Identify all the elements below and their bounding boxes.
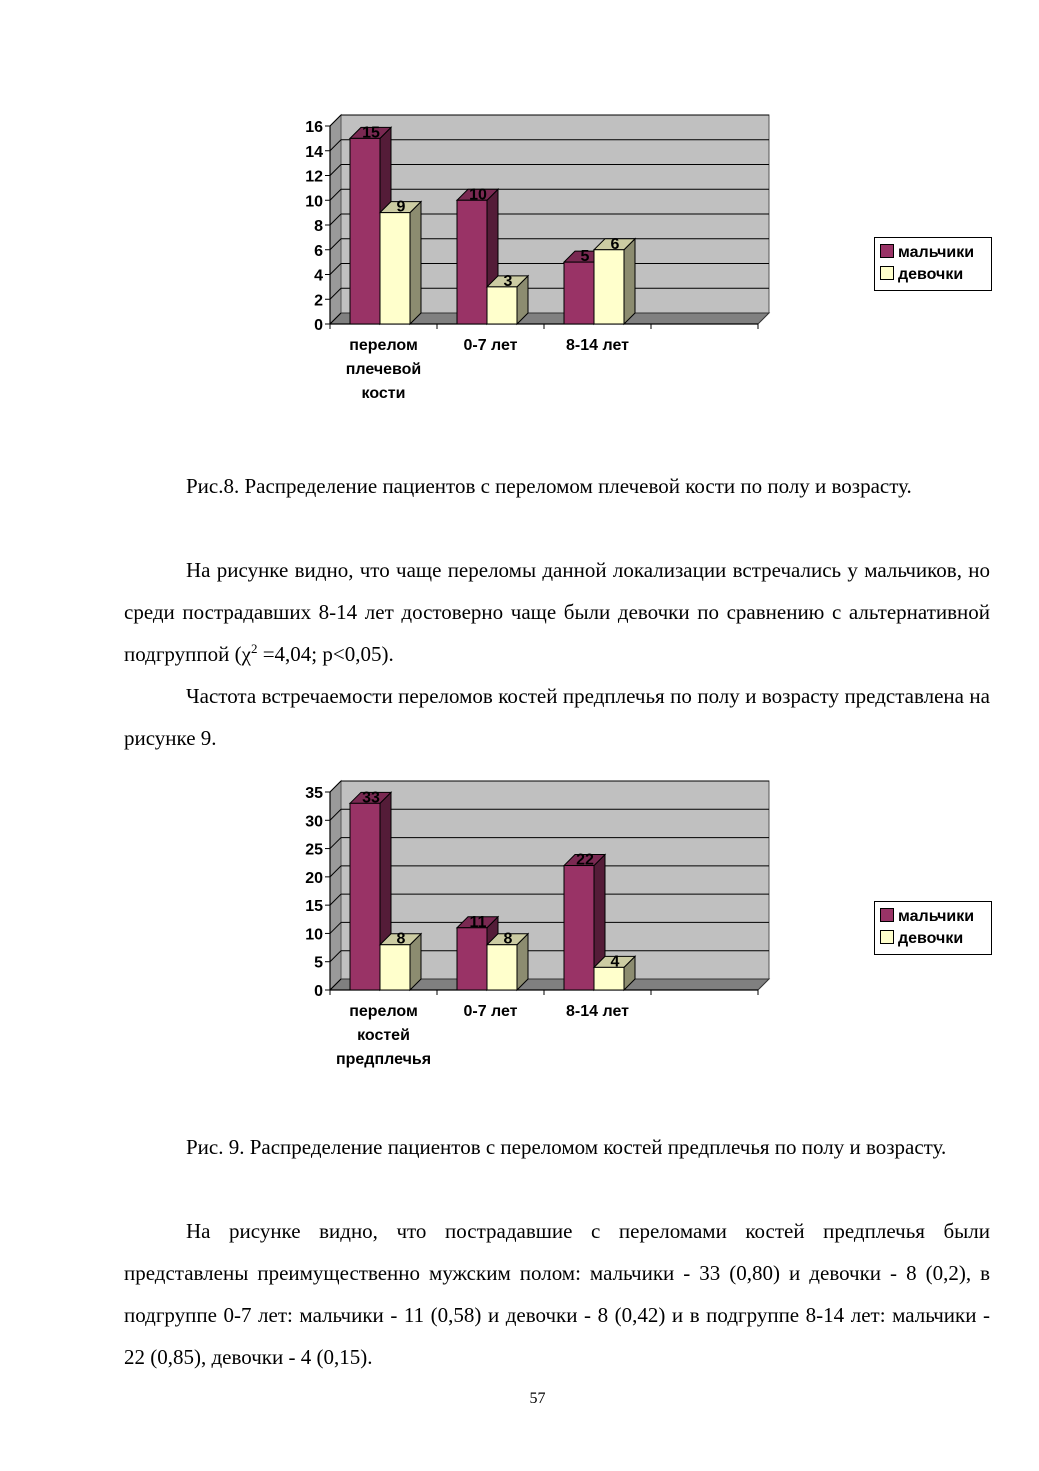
chart-fig9-legend [874,901,992,955]
legend-item-boys [880,907,974,927]
category-label-1: 0-7 лет [463,1003,518,1020]
bar-boys-1-value-label: 11 [469,913,487,931]
paragraph-3: На рисунке видно, что пострадавшие с переломами костей предплечья были представлены преимущественно мужским полом: мальчики - 33 (0,80) и девочки - 8 (0,2), в подгруппе 0-7 лет: мальчики - 11 (0,58) и девочки - 8 (0,42) и в подгруппе 8-14 лет: мальчики - 22 (0,85), девочки - 4 (0,15). [124,1219,990,1369]
bar-girls-2-side [624,239,635,324]
y-tick-label: 15 [305,898,323,916]
bar-girls-2 [594,250,624,324]
y-tick-label: 10 [305,193,323,211]
bar-boys-2 [564,262,594,324]
category-label-1: 0-7 лет [463,337,518,354]
bar-boys-2-value-label: 22 [576,851,594,869]
legend-label-girls: девочки [898,930,964,947]
bar-girls-0-value-label: 9 [396,198,406,216]
bar-boys-1 [457,928,487,990]
y-tick-label: 0 [314,983,323,1000]
bar-boys-0-value-label: 15 [362,124,380,142]
y-tick-label: 25 [305,841,323,859]
category-label-2: 8-14 лет [566,337,629,354]
paragraph-1-sup: 2 [250,641,258,656]
legend-item-girls [880,929,963,949]
fig9-caption: Рис. 9. Распределение пациентов с переломом костей предплечья по полу и возрасту. [186,1135,947,1159]
chart-fig9 [0,776,1039,1076]
y-tick-label: 4 [314,267,323,285]
y-tick-label: 20 [305,869,323,887]
y-tick-label: 10 [305,926,323,944]
bar-boys-0 [350,138,380,324]
category-label-2: 8-14 лет [566,1003,629,1020]
legend-label-boys: мальчики [898,244,975,261]
bar-girls-1 [487,287,517,324]
bar-girls-0 [380,213,410,324]
category-label-0: перелом [349,1003,418,1020]
fig8-caption: Рис.8. Распределение пациентов с переломом плечевой кости по полу и возрасту. [186,474,912,498]
y-tick-label: 12 [305,168,323,186]
bar-boys-1 [457,200,487,324]
bar-girls-2-value-label: 4 [610,953,620,971]
category-label-0: предплечья [335,1051,432,1068]
paragraph-2: Частота встречаемости переломов костей предплечья по полу и возрасту представлена на рисунке 9. [124,684,990,750]
legend-swatch-boys [880,244,894,258]
bar-girls-0-side [410,202,421,324]
bar-boys-2 [564,866,594,990]
page-number: 57 [529,1390,546,1407]
y-tick-label: 8 [314,218,323,235]
category-label-0: кости [361,385,406,402]
bar-girls-2 [594,967,624,990]
legend-swatch-girls [880,266,894,280]
legend-item-boys [880,243,974,263]
bar-girls-0-value-label: 8 [396,930,406,948]
legend-swatch-girls [880,930,894,944]
paragraph-1 [124,549,990,675]
y-tick-label: 30 [305,813,323,831]
bar-girls-1-value-label: 8 [503,930,513,948]
chart-fig8 [0,110,1039,410]
y-tick-label: 35 [305,785,323,802]
category-label-0: костей [357,1027,410,1044]
bar-boys-0 [350,803,380,990]
y-tick-label: 16 [305,119,323,136]
y-tick-label: 6 [314,242,323,260]
legend-swatch-boys [880,908,894,922]
bar-girls-1-value-label: 3 [503,272,513,290]
bar-boys-1-value-label: 10 [469,186,487,204]
bar-girls-1 [487,945,517,990]
bar-girls-2-value-label: 6 [610,235,620,253]
chart-fig8-legend [874,237,992,291]
plot-side-wall [330,781,341,990]
bar-girls-0 [380,945,410,990]
category-label-0: перелом [349,337,418,354]
y-tick-label: 5 [314,954,323,972]
y-tick-label: 0 [314,317,323,334]
bar-boys-0-value-label: 33 [362,789,380,807]
y-tick-label: 2 [314,292,323,310]
legend-item-girls [880,265,963,285]
legend-label-girls: девочки [898,266,964,283]
legend-label-boys: мальчики [898,908,975,925]
category-label-0: плечевой [345,361,422,378]
paragraph-1-text-b: =4,04; p<0,05). [257,642,394,666]
y-tick-label: 14 [305,143,323,161]
paragraph-1-text-a: На рисунке видно, что чаще переломы данной локализации встречались у мальчиков, но среди пострадавших 8-14 лет достоверно чаще были девочки по сравнению с альтернативной подгруппой (χ [124,558,990,666]
bar-boys-2-value-label: 5 [580,248,590,266]
